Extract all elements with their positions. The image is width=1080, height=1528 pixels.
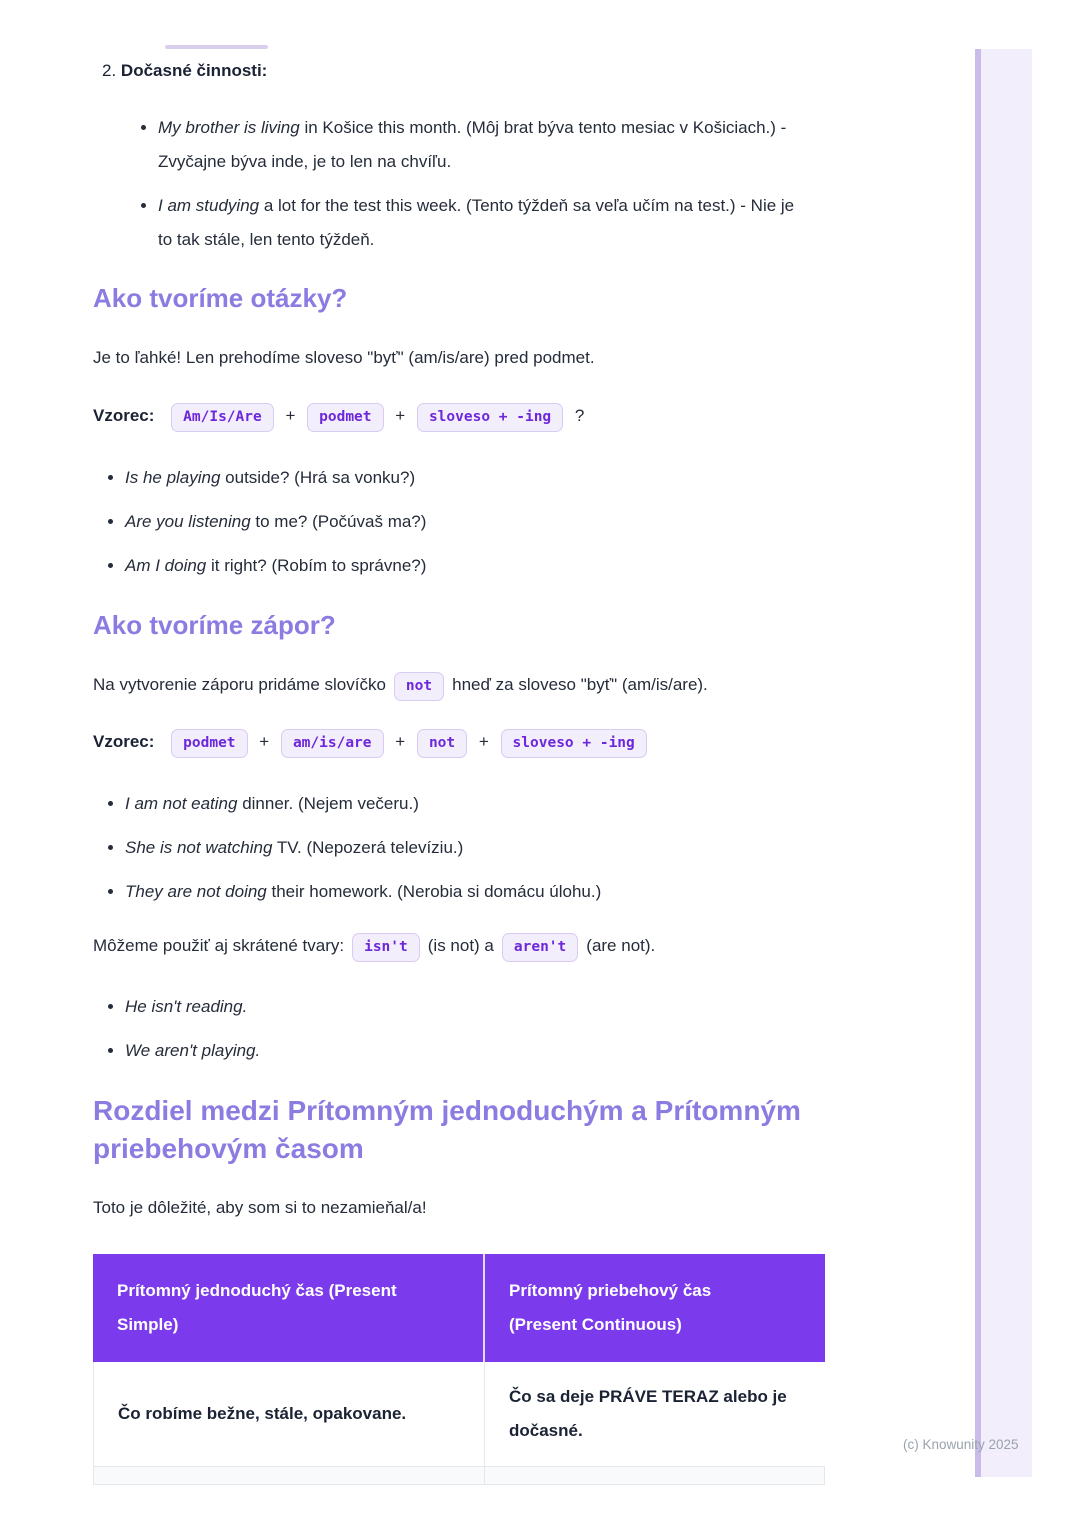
plus-sign: +: [478, 732, 489, 751]
formula-badge: podmet: [307, 403, 383, 432]
list-item: • I am not eating dinner. (Nejem večeru.): [125, 787, 825, 821]
list-number: 2.: [102, 61, 117, 80]
short-forms-paragraph: Môžeme použiť aj skrátené tvary: isn't (is not) a aren't (are not).: [93, 929, 825, 963]
table-cell: Čo sa deje PRÁVE TERAZ alebo je dočasné.: [484, 1362, 826, 1466]
table-partial-row: [94, 1466, 824, 1484]
numbered-heading: [93, 58, 825, 84]
cut-off-badge-remnant: [165, 45, 268, 49]
plus-sign: +: [395, 732, 406, 751]
list-item: • My brother is living in Košice this month. (Môj brat býva tento mesiac v Košiciach.) - Zvyčajne býva inde, je to len na chvíľu.: [158, 111, 810, 179]
copyright-text: (c) Knowunity 2025: [903, 1437, 1019, 1452]
list-item: • He isn't reading.: [125, 990, 825, 1024]
formula-badge: am/is/are: [281, 729, 384, 758]
list-item: • I am studying a lot for the test this week. (Tento týždeň sa veľa učím na test.) - Nie je to tak stále, len tento týždeň.: [158, 189, 810, 257]
list-item: • We aren't playing.: [125, 1034, 825, 1068]
questions-intro-paragraph: Je to ľahké! Len prehodíme sloveso "byť" (am/is/are) pred podmet.: [93, 348, 595, 367]
plus-sign: +: [259, 732, 270, 751]
formula-badge: podmet: [171, 729, 247, 758]
difference-heading: Rozdiel medzi Prítomným jednoduchým a Prítomným priebehovým časom: [93, 1095, 801, 1164]
question-mark: ?: [574, 406, 585, 425]
formula-label: Vzorec:: [93, 732, 155, 751]
difference-note-paragraph: Toto je dôležité, aby som si to nezamieňal/a!: [93, 1198, 427, 1217]
list-item: • Are you listening to me? (Počúvaš ma?): [125, 505, 825, 539]
questions-formula-row: [93, 398, 825, 434]
temporary-actions-list: [93, 111, 825, 257]
list-item: • Is he playing outside? (Hrá sa vonku?): [125, 461, 825, 495]
negation-formula-row: [93, 724, 825, 760]
not-badge: not: [394, 672, 444, 701]
formula-label: Vzorec:: [93, 406, 155, 425]
formula-badge: sloveso + -ing: [417, 403, 563, 432]
short-forms-examples-list: [93, 990, 825, 1068]
comparison-table: [93, 1254, 825, 1485]
list-item: • Am I doing it right? (Robím to správne?): [125, 549, 825, 583]
isnt-badge: isn't: [352, 933, 420, 962]
plus-sign: +: [395, 406, 406, 425]
negation-examples-list: [93, 787, 825, 909]
section-heading-questions: Ako tvoríme otázky?: [93, 283, 348, 313]
table-cell: Čo robíme bežne, stále, opakovane.: [94, 1362, 484, 1466]
document-content: [93, 0, 825, 1485]
question-examples-list: [93, 461, 825, 583]
plus-sign: +: [285, 406, 296, 425]
page-margin-strip: [975, 49, 1032, 1477]
arent-badge: aren't: [502, 933, 578, 962]
list-item: • They are not doing their homework. (Nerobia si domácu úlohu.): [125, 875, 825, 909]
table-header-cell: Prítomný jednoduchý čas (Present Simple): [93, 1254, 483, 1362]
table-header-row: [93, 1254, 825, 1362]
formula-badge: not: [417, 729, 467, 758]
formula-badge: Am/Is/Are: [171, 403, 274, 432]
section-heading-negation: Ako tvoríme zápor?: [93, 610, 336, 640]
table-header-cell: Prítomný priebehový čas (Present Continuous): [483, 1254, 825, 1362]
table-body-row: [94, 1362, 824, 1466]
negation-intro-paragraph: Na vytvorenie záporu pridáme slovíčko not hneď za sloveso "byť" (am/is/are).: [93, 668, 825, 702]
list-item: • She is not watching TV. (Nepozerá televíziu.): [125, 831, 825, 865]
numbered-heading-title: Dočasné činnosti:: [120, 61, 268, 80]
formula-badge: sloveso + -ing: [501, 729, 647, 758]
